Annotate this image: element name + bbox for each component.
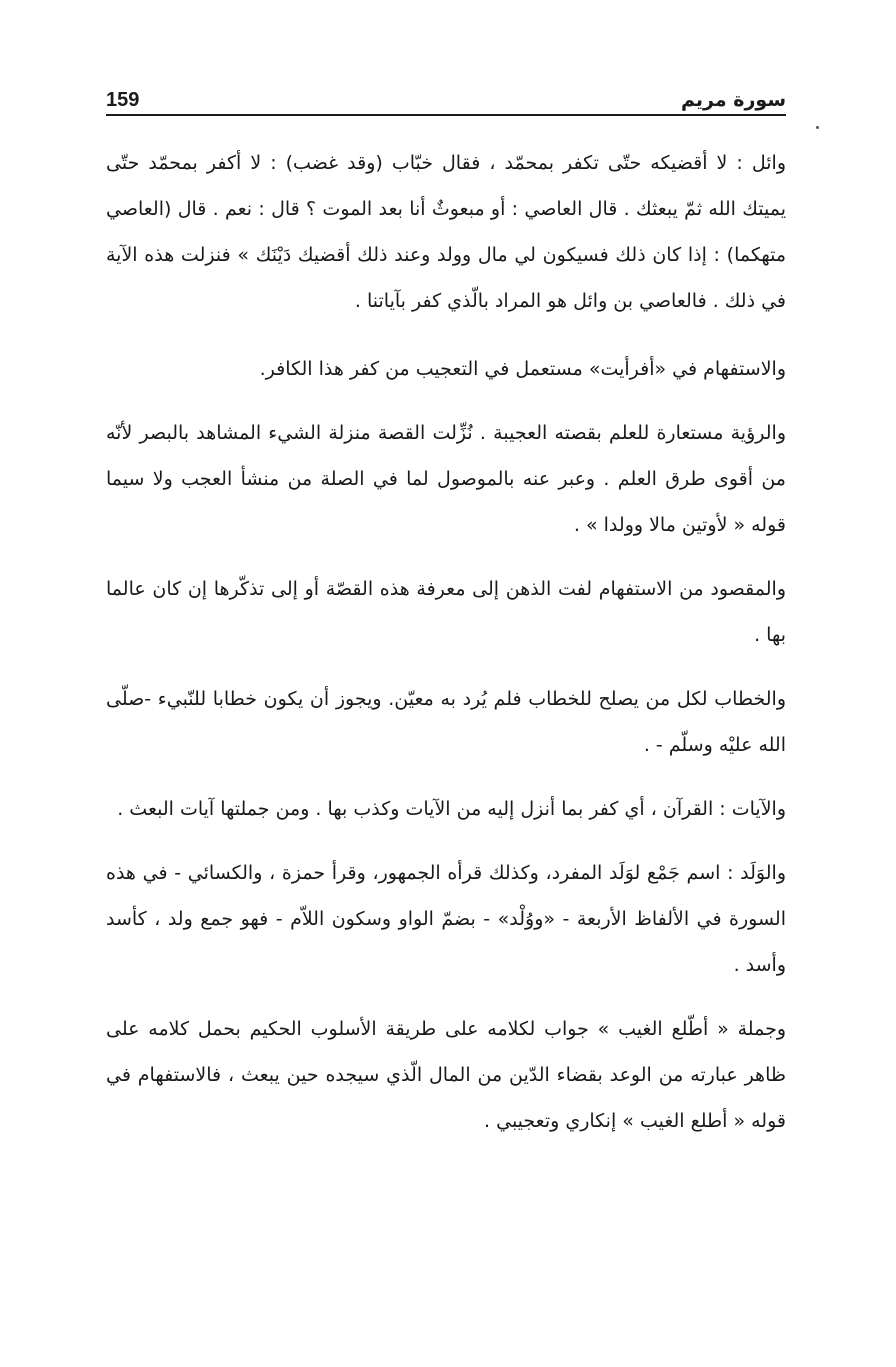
margin-speck [816,126,819,129]
page-header [106,82,786,116]
paragraph: والخطاب لكل من يصلح للخطاب فلم يُرد به معيّن. ويجوز أن يكون خطابا للنّبيء -صلّى الله عليْه وسلّم - . [106,688,786,756]
paragraph: والرؤية مستعارة للعلم بقصته العجيبة . نُزِّلت القصة منزلة الشيء المشاهد بالبصر لأنّه من أقوى طرق العلم . وعبر عنه بالموصول لما في الصلة من منشأ العجب ولا سيما قوله « لأوتين مالا وولدا » . [106,422,786,536]
paragraph: وجملة « أطّلع الغيب » جواب لكلامه على طريقة الأسلوب الحكيم بحمل كلامه على ظاهر عبارته من الوعد بقضاء الدّين من المال الّذي سيجده حين يبعث ، فالاستفهام في قوله « أطلع الغيب » إنكاري وتعجيبي . [106,1018,786,1132]
page-number: 159 [106,89,140,111]
paragraph: والمقصود من الاستفهام لفت الذهن إلى معرفة هذه القصّة أو إلى تذكّرها إن كان عالما بها . [106,578,786,646]
paragraph: وائل : لا أقضيكه حتّى تكفر بمحمّد ، فقال خبّاب (وقد غضب) : لا أكفر بمحمّد حتّى يميتك الله ثمّ يبعثك . قال العاصي : أو مبعوثٌ أنا بعد الموت ؟ قال : نعم . قال (العاصي متهكما) : إذا كان ذلك فسيكون لي مال وولد وعند ذلك أقضيك دَيْنَك » فنزلت هذه الآية في ذلك . فالعاصي بن وائل هو المراد بالّذي كفر بآياتنا . [106,152,786,312]
body-text [106,140,786,1162]
surah-title: سورة مريم [681,89,786,111]
paragraph: والوَلَد : اسم جَمْع لوَلَد المفرد، وكذلك قرأه الجمهور، وقرأ حمزة ، والكسائي - في هذه السورة في الألفاظ الأربعة - «ووُلْد» - بضمّ الواو وسكون اللاّم - فهو جمع ولد ، كأسد وأسد . [106,862,786,976]
paragraph: والآيات : القرآن ، أي كفر بما أنزل إليه من الآيات وكذب بها . ومن جملتها آيات البعث . [117,798,786,820]
paragraph: والاستفهام في «أفرأيت» مستعمل في التعجيب من كفر هذا الكافر. [259,358,786,380]
